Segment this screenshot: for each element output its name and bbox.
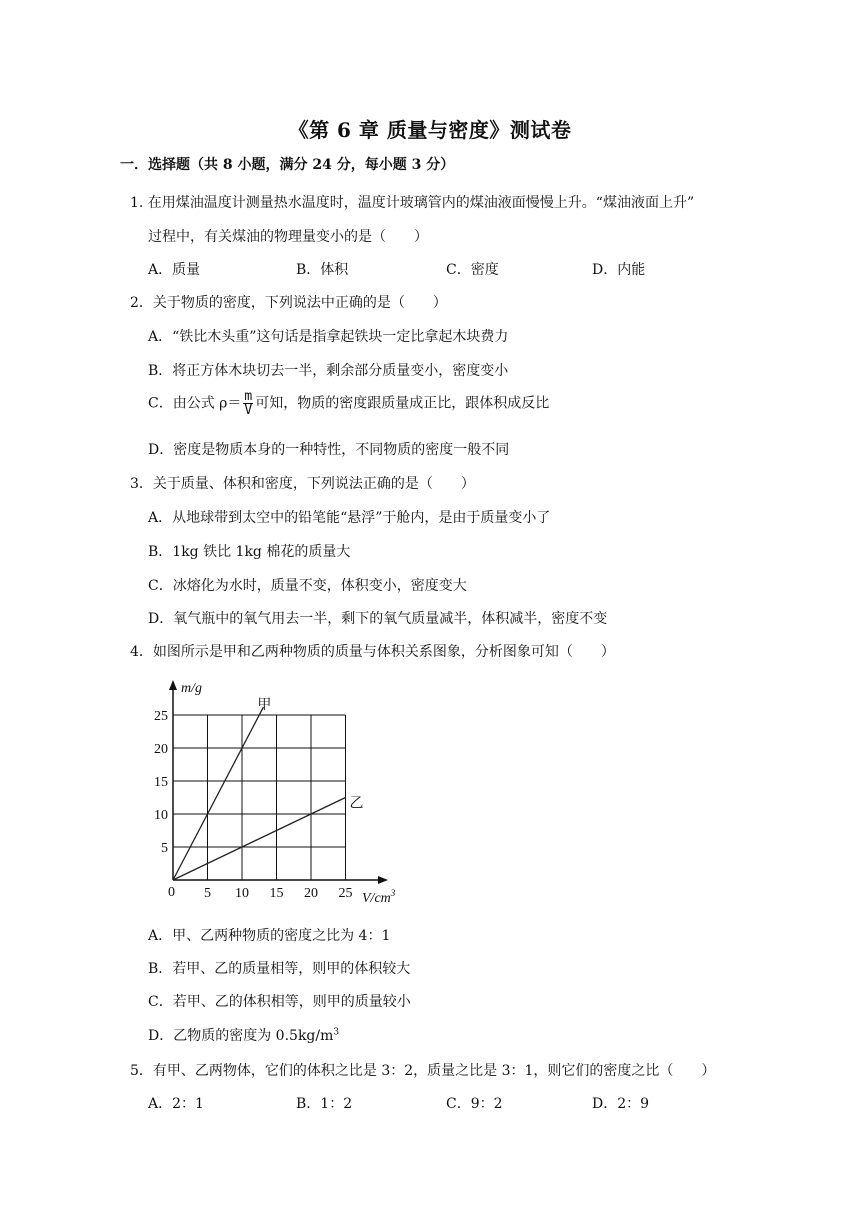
y-axis-arrow-icon xyxy=(169,680,177,690)
q1-option-a: A．质量 xyxy=(148,262,201,278)
graph-axes xyxy=(169,680,388,884)
x-axis-label-text: V/cm xyxy=(362,891,391,906)
series-label-yi: 乙 xyxy=(349,796,364,812)
fraction-denominator: V xyxy=(244,403,253,418)
y-tick-label: 25 xyxy=(154,709,168,724)
y-axis-label: m/g xyxy=(181,681,202,696)
series-line-jia xyxy=(173,707,263,880)
q5-stem: 5．有甲、乙两物体，它们的体积之比是 3：2，质量之比是 3：1，则它们的密度之比（ ） xyxy=(130,1063,716,1079)
q1-option-b: B．体积 xyxy=(296,262,349,278)
x-tick-label: 25 xyxy=(338,886,353,901)
x-axis-label-sup: 3 xyxy=(390,888,396,898)
q4-option-c: C．若甲、乙的体积相等，则甲的质量较小 xyxy=(148,994,411,1010)
x-tick-label: 20 xyxy=(304,886,318,901)
series-line-yi xyxy=(173,798,346,881)
q1-stem-line2: 过程中，有关煤油的物理量变小的是（ ） xyxy=(148,229,428,245)
q2-option-a: A．“铁比木头重”这句话是指拿起铁块一定比拿起木块费力 xyxy=(148,329,509,345)
graph-grid xyxy=(173,715,346,880)
q3-option-d: D．氧气瓶中的氧气用去一半，剩下的氧气质量减半，体积减半，密度不变 xyxy=(148,611,608,627)
y-tick-label: 10 xyxy=(154,808,168,823)
q4-stem: 4．如图所示是甲和乙两种物质的质量与体积关系图象，分析图象可知（ ） xyxy=(130,644,615,660)
origin-label: 0 xyxy=(168,885,175,900)
graph-tick-labels xyxy=(154,709,353,901)
q2-option-c-suffix: 可知，物质的密度跟质量成正比，跟体积成反比 xyxy=(255,395,550,412)
q5-option-b: B．1：2 xyxy=(296,1096,353,1112)
q4-option-b: B．若甲、乙的质量相等，则甲的体积较大 xyxy=(148,961,411,977)
q5-option-c: C．9：2 xyxy=(446,1096,503,1112)
page-title: 《第 6 章 质量与密度》测试卷 xyxy=(288,118,572,142)
q2-option-c-prefix: C．由公式 ρ＝ xyxy=(148,395,242,412)
q1-stem-line1: 1. 在用煤油温度计测量热水温度时，温度计玻璃管内的煤油液面慢慢上升。“煤油液面上升” xyxy=(130,195,695,211)
q2-option-d: D．密度是物质本身的一种特性，不同物质的密度一般不同 xyxy=(148,442,510,458)
y-tick-label: 15 xyxy=(154,775,168,790)
mass-volume-graph xyxy=(148,674,418,910)
density-formula-fraction xyxy=(243,390,253,417)
section-heading: 一．选择题（共 8 小题，满分 24 分，每小题 3 分） xyxy=(120,157,455,173)
q3-option-c: C．冰熔化为水时，质量不变，体积变小，密度变大 xyxy=(148,578,467,594)
q2-option-b: B．将正方体木块切去一半，剩余部分质量变小，密度变小 xyxy=(148,363,509,379)
fraction-numerator: m xyxy=(244,389,253,404)
q3-option-b: B．1kg 铁比 1kg 棉花的质量大 xyxy=(148,544,351,560)
q5-option-a: A．2：1 xyxy=(148,1096,204,1112)
y-tick-label: 5 xyxy=(161,841,168,856)
y-tick-label: 20 xyxy=(154,742,168,757)
q4-option-a: A．甲、乙两种物质的密度之比为 4：1 xyxy=(148,928,391,944)
x-axis-label xyxy=(362,888,396,906)
x-tick-label: 10 xyxy=(235,886,249,901)
q2-stem: 2．关于物质的密度，下列说法中正确的是（ ） xyxy=(130,295,447,311)
q2-option-c xyxy=(148,390,549,417)
q4-option-d-sup: 3 xyxy=(333,1027,340,1038)
graph-series xyxy=(173,697,364,880)
x-tick-label: 5 xyxy=(204,886,211,901)
series-label-jia: 甲 xyxy=(257,698,272,714)
q1-option-d: D．内能 xyxy=(592,262,646,278)
x-axis-arrow-icon xyxy=(378,876,388,884)
q3-stem: 3．关于质量、体积和密度，下列说法正确的是（ ） xyxy=(130,476,475,492)
q5-option-d: D．2：9 xyxy=(592,1096,650,1112)
q3-option-a: A．从地球带到太空中的铅笔能“悬浮”于舱内，是由于质量变小了 xyxy=(148,510,551,526)
q1-option-c: C．密度 xyxy=(446,262,499,278)
q4-option-d xyxy=(148,1025,339,1045)
q4-option-d-text: D．乙物质的密度为 0.5kg/m xyxy=(148,1028,334,1044)
x-tick-label: 15 xyxy=(269,886,284,901)
